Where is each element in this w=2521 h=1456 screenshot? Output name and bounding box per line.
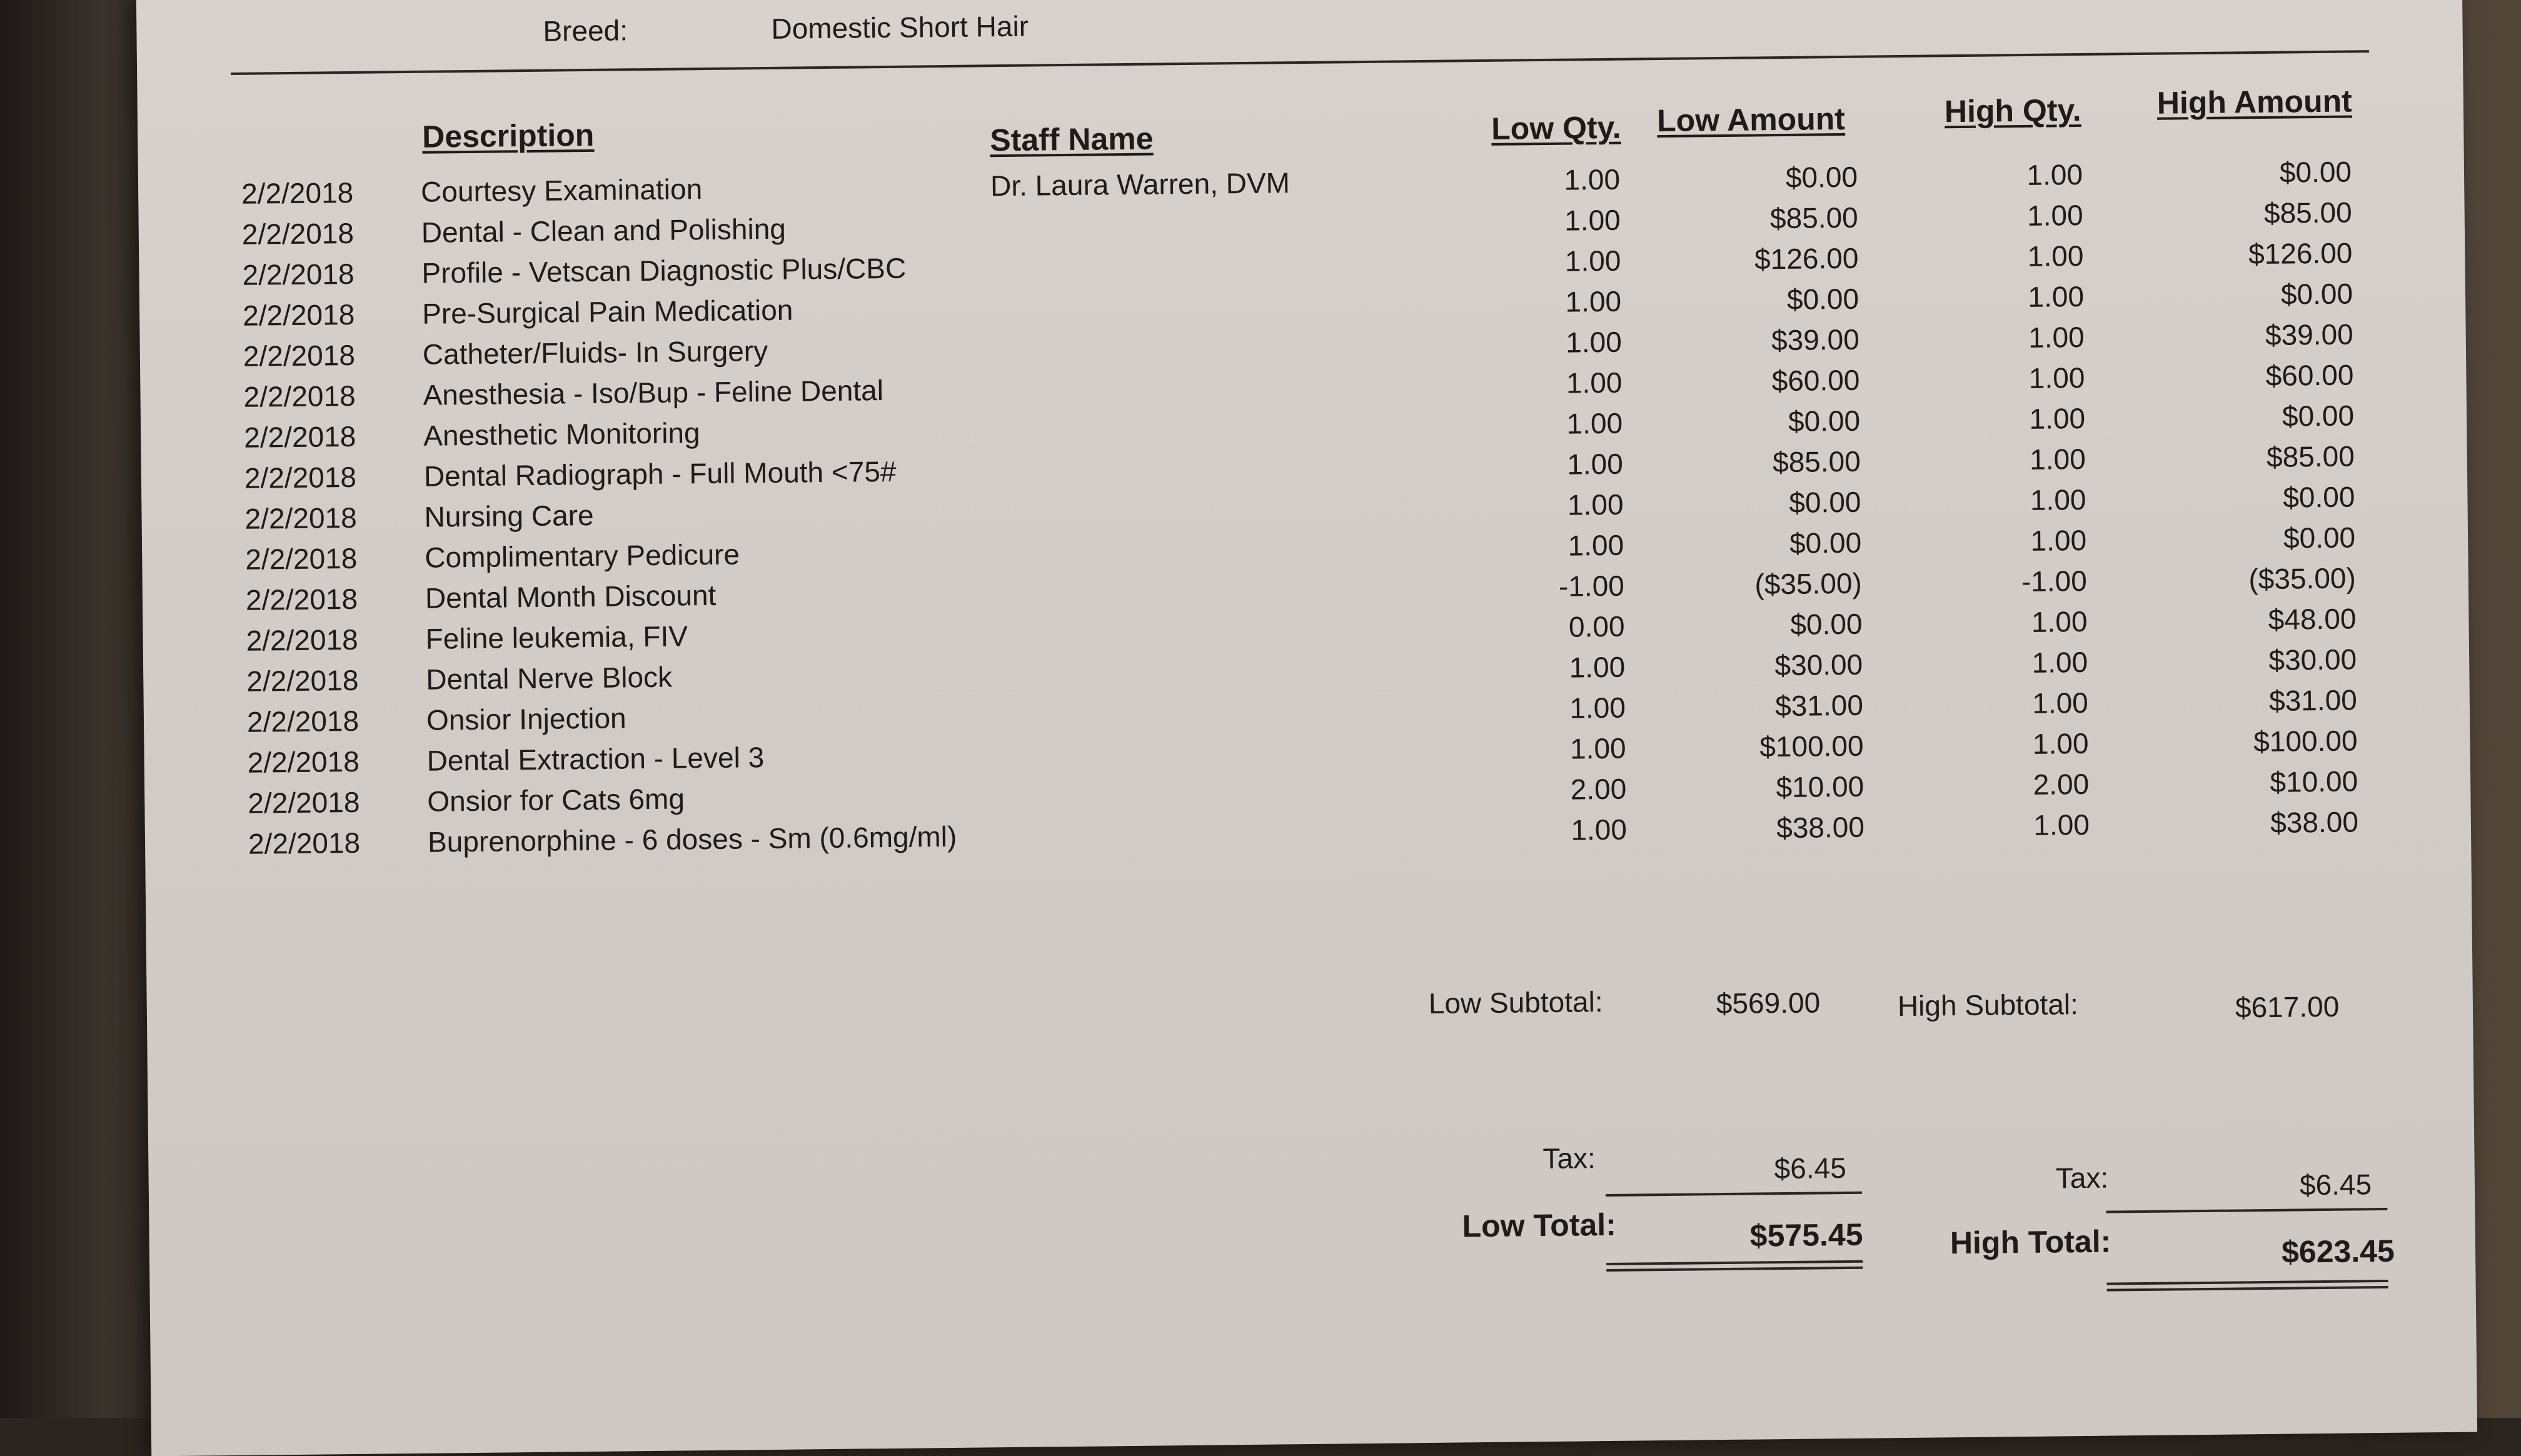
low-tax-label: Tax: [1542, 1142, 1596, 1175]
item-high-amount: $60.00 [2265, 358, 2354, 392]
item-low-qty: 1.00 [1566, 366, 1623, 399]
item-low-amount: ($35.00) [1754, 566, 1863, 601]
item-date: 2/2/2018 [244, 501, 357, 535]
item-high-qty: 1.00 [2031, 645, 2088, 679]
item-high-amount: $0.00 [2282, 399, 2355, 433]
item-high-amount: $100.00 [2253, 724, 2358, 758]
low-tax-value: $6.45 [1774, 1152, 1847, 1185]
header-staff-name: Staff Name [990, 121, 1154, 158]
item-high-amount: ($35.00) [2248, 561, 2357, 596]
high-total-value: $623.45 [2281, 1233, 2395, 1270]
low-subtotal-label: Low Subtotal: [1428, 985, 1603, 1020]
item-description: Dental Radiograph - Full Mouth <75# [423, 454, 897, 493]
high-subtotal-label: High Subtotal: [1897, 988, 2079, 1023]
item-date: 2/2/2018 [243, 379, 356, 413]
item-high-qty: 1.00 [2030, 483, 2086, 516]
low-total-value: $575.45 [1749, 1217, 1863, 1253]
item-description: Anesthesia - Iso/Bup - Feline Dental [423, 374, 884, 411]
item-high-amount: $39.00 [2265, 318, 2353, 351]
item-date: 2/2/2018 [247, 745, 360, 779]
item-low-amount: $85.00 [1769, 201, 1858, 235]
item-high-qty: 1.00 [2033, 808, 2090, 841]
item-date: 2/2/2018 [244, 460, 357, 495]
item-low-amount: $60.00 [1771, 363, 1860, 398]
item-date: 2/2/2018 [241, 176, 354, 210]
item-low-amount: $39.00 [1771, 323, 1860, 357]
item-high-qty: 1.00 [2032, 686, 2089, 720]
item-staff-name: Dr. Laura Warren, DVM [990, 166, 1291, 203]
low-total-label: Low Total: [1462, 1207, 1617, 1244]
item-date: 2/2/2018 [241, 216, 355, 251]
low-subtotal-value: $569.00 [1716, 986, 1821, 1020]
item-low-qty: 1.00 [1565, 325, 1623, 359]
item-high-qty: 1.00 [2029, 401, 2086, 435]
item-high-qty: 1.00 [2027, 239, 2084, 273]
item-high-amount: $0.00 [2280, 277, 2353, 311]
item-date: 2/2/2018 [243, 338, 356, 373]
item-high-amount: $0.00 [2283, 521, 2356, 555]
item-description: Dental Nerve Block [426, 660, 673, 696]
high-subtotal-value: $617.00 [2235, 990, 2340, 1024]
high-tax-label: Tax: [2055, 1161, 2109, 1195]
item-low-qty: 1.00 [1567, 447, 1624, 481]
item-low-amount: $10.00 [1776, 770, 1864, 804]
breed-value: Domestic Short Hair [771, 9, 1029, 45]
item-high-qty: 1.00 [2029, 442, 2086, 476]
item-description: Catheter/Fluids- In Surgery [422, 334, 768, 371]
item-low-qty: 1.00 [1566, 406, 1623, 440]
item-description: Courtesy Examination [420, 173, 703, 208]
item-low-qty: 1.00 [1569, 650, 1626, 684]
item-low-amount: $38.00 [1776, 810, 1865, 845]
item-date: 2/2/2018 [248, 826, 361, 860]
item-description: Complimentary Pedicure [424, 538, 740, 574]
header-low-qty: Low Qty. [1491, 109, 1621, 146]
high-total-double-rule [2107, 1280, 2388, 1292]
item-high-amount: $85.00 [2263, 196, 2352, 229]
item-high-amount: $126.00 [2248, 236, 2353, 271]
item-low-qty: 1.00 [1569, 731, 1626, 765]
low-total-double-rule [1606, 1260, 1863, 1272]
item-low-amount: $85.00 [1772, 444, 1861, 479]
item-high-qty: 1.00 [2028, 361, 2085, 394]
item-description: Pre-Surgical Pain Medication [421, 293, 793, 330]
item-low-amount: $0.00 [1786, 282, 1859, 316]
item-low-amount: $0.00 [1788, 404, 1861, 438]
item-low-qty: 1.00 [1571, 813, 1628, 846]
item-low-qty: 1.00 [1567, 488, 1624, 521]
item-high-qty: 1.00 [2028, 320, 2085, 354]
breed-label: Breed: [543, 14, 628, 48]
item-low-qty: 1.00 [1567, 528, 1624, 562]
item-high-amount: $30.00 [2268, 643, 2357, 676]
item-date: 2/2/2018 [246, 663, 359, 698]
item-low-amount: $100.00 [1759, 729, 1864, 763]
item-high-qty: 1.00 [2030, 523, 2087, 557]
item-low-amount: $30.00 [1774, 648, 1863, 682]
item-low-qty: 0.00 [1568, 610, 1625, 643]
item-date: 2/2/2018 [245, 541, 358, 576]
header-high-amount: High Amount [2156, 83, 2353, 121]
item-high-qty: 1.00 [2026, 198, 2083, 232]
breed-row [543, 9, 1029, 48]
item-low-qty: 1.00 [1564, 203, 1621, 237]
item-low-amount: $126.00 [1754, 241, 1859, 276]
item-high-qty: 1.00 [2031, 605, 2088, 638]
item-low-amount: $0.00 [1789, 485, 1861, 519]
item-description: Anesthetic Monitoring [423, 416, 700, 452]
item-date: 2/2/2018 [242, 257, 355, 291]
item-description: Buprenorphine - 6 doses - Sm (0.6mg/ml) [427, 820, 957, 858]
item-description: Onsior for Cats 6mg [427, 782, 685, 818]
item-low-amount: $31.00 [1774, 688, 1864, 723]
item-low-qty: 2.00 [1570, 772, 1627, 806]
item-date: 2/2/2018 [243, 419, 356, 454]
item-low-qty: 1.00 [1569, 691, 1626, 725]
item-high-qty: 1.00 [2028, 279, 2085, 313]
line-items [138, 154, 2471, 869]
header-low-amount: Low Amount [1656, 101, 1846, 139]
item-low-qty: -1.00 [1558, 569, 1625, 603]
item-high-amount: $31.00 [2268, 683, 2358, 717]
item-description: Nursing Care [424, 498, 594, 533]
header-description: Description [421, 117, 595, 154]
item-date: 2/2/2018 [246, 704, 360, 738]
item-high-qty: -1.00 [2021, 564, 2088, 598]
header-high-qty: High Qty. [1944, 92, 2081, 129]
item-high-qty: 2.00 [2033, 767, 2090, 801]
item-high-amount: $0.00 [2279, 155, 2352, 189]
item-high-qty: 1.00 [2026, 158, 2083, 191]
item-description: Onsior Injection [426, 701, 626, 736]
high-total-label: High Total: [1950, 1223, 2111, 1261]
item-low-qty: 1.00 [1564, 163, 1621, 196]
item-description: Feline leukemia, FIV [425, 620, 688, 655]
item-high-amount: $10.00 [2270, 765, 2358, 798]
high-tax-value: $6.45 [2299, 1168, 2372, 1202]
item-low-qty: 1.00 [1564, 244, 1621, 278]
estimate-document [136, 0, 2477, 1456]
item-high-qty: 1.00 [2032, 726, 2089, 760]
high-tax-rule [2106, 1208, 2387, 1213]
item-low-amount: $0.00 [1789, 526, 1862, 560]
item-low-amount: $0.00 [1790, 607, 1863, 641]
low-tax-rule [1606, 1192, 1862, 1197]
item-high-amount: $85.00 [2266, 439, 2355, 473]
item-date: 2/2/2018 [248, 785, 360, 820]
item-description: Dental - Clean and Polishing [421, 212, 787, 249]
item-date: 2/2/2018 [246, 623, 358, 657]
item-date: 2/2/2018 [242, 298, 355, 332]
item-description: Profile - Vetscan Diagnostic Plus/CBC [421, 251, 907, 289]
item-high-amount: $38.00 [2270, 805, 2359, 839]
header-divider [231, 50, 2369, 75]
item-high-amount: $48.00 [2268, 602, 2357, 636]
item-description: Dental Month Discount [425, 578, 717, 615]
item-date: 2/2/2018 [245, 582, 358, 616]
item-low-qty: 1.00 [1565, 284, 1622, 318]
item-high-amount: $0.00 [2283, 480, 2355, 514]
item-description: Dental Extraction - Level 3 [426, 741, 765, 777]
item-low-amount: $0.00 [1785, 160, 1858, 194]
